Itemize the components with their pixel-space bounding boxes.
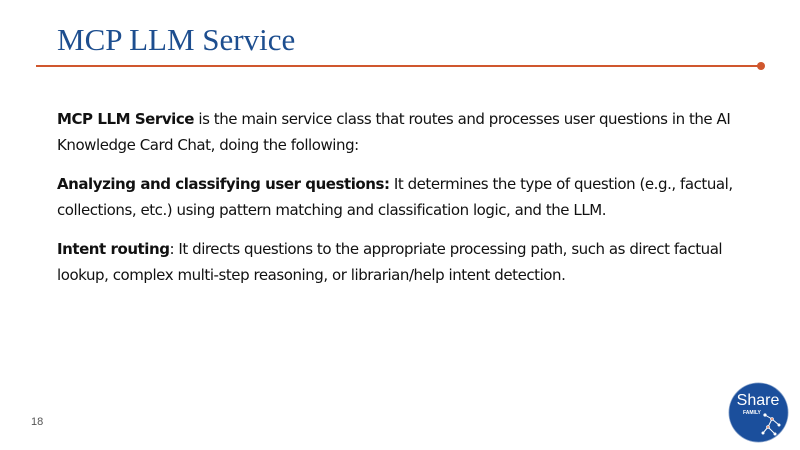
logo-subword: FAMILY [743,410,761,416]
slide-body [57,106,757,301]
title-underline-end-dot [757,62,765,70]
share-family-logo [727,381,790,444]
paragraph-separator: : [169,240,179,258]
paragraph-intent-routing [57,236,757,288]
slide-title: MCP LLM Service [57,22,296,57]
title-underline [36,65,762,67]
share-family-logo-icon [727,381,790,444]
page-number: 18 [31,416,44,428]
paragraph-text: It determines the type of question (e.g., factual, collections, etc.) using pattern matching and classification logic, and the LLM. [57,175,733,219]
paragraph-lead: MCP LLM Service [57,110,195,128]
paragraph-service-intro [57,106,757,158]
paragraph-lead: Intent routing [57,240,170,258]
paragraph-text: is the main service class that routes and processes user questions in the AI Knowledge Card Chat, doing the following: [57,110,731,154]
paragraph-lead: Analyzing and classifying user questions: [57,175,390,193]
paragraph-text: It directs questions to the appropriate processing path, such as direct factual lookup, complex multi-step reasoning, or librarian/help intent detection. [57,240,723,284]
paragraph-analyzing [57,171,757,223]
logo-word: Share [736,392,780,409]
